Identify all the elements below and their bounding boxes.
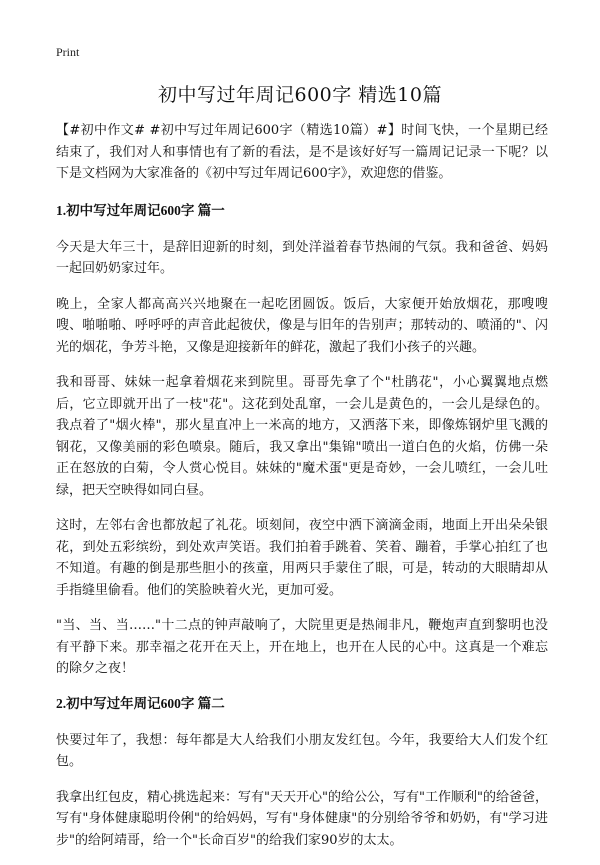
- paragraph: "当、当、当……"十二点的钟声敲响了，大院里更是热闹非凡，鞭炮声直到黎明也没有平静下来。那幸福之花开在天上，开在地上，也开在人民的心中。这真是一个难忘的除夕之夜！: [56, 618, 548, 676]
- paragraph: 晚上，全家人都高高兴兴地聚在一起吃团圆饭。饭后，大家便开始放烟花，那嗖嗖嗖、啪啪啪、呼呼呼的声音此起彼伏，像是与旧年的告别声；那转动的、喷涌的"、闪光的烟花，争芳斗艳，又像是迎接新年的鲜花，激起了我们小孩子的兴趣。: [56, 296, 548, 355]
- paragraph: 我拿出红包皮，精心挑选起来：写有"天天开心"的给公公，写有"工作顺利"的给爸爸，写有"身体健康聪明伶俐"的给妈妈，写有"身体健康"的分别给爷爷和奶奶，有"学习进步"的给阿靖哥，给一个"长命百岁"的给我们家90岁的太太。: [56, 789, 548, 848]
- section-heading-2: 2.初中写过年周记600字 篇二: [56, 695, 225, 711]
- paragraph: 今天是大年三十，是辞旧迎新的时刻，到处洋溢着春节热闹的气氛。我和爸爸、妈妈一起回奶奶家过年。: [56, 239, 548, 276]
- article-body: [56, 120, 548, 865]
- paragraph: 这时，左邻右舍也都放起了礼花。顷刻间，夜空中洒下滴滴金雨，地面上开出朵朵银花，到处五彩缤纷，到处欢声笑语。我们拍着手跳着、笑着、蹦着，手掌心拍红了也不知道。有趣的倒是那些胆小的孩童，用两只手蒙住了眼，可是，转动的大眼睛却从手指缝里偷看。他们的笑脸映着火光，更加可爱。: [56, 518, 548, 598]
- paragraph: 快要过年了，我想：每年都是大人给我们小朋友发红包。今年，我要给大人们发个红包。: [56, 732, 548, 769]
- paragraph: 我和哥哥、妹妹一起拿着烟花来到院里。哥哥先拿了个"杜鹃花"，小心翼翼地点燃后，它立即就开出了一枝"花"。这花到处乱窜，一会儿是黄色的，一会儿是绿色的。我点着了"烟火棒"，那火星直冲上一米高的地方，又洒落下来，即像炼钢炉里飞溅的钢花，又像美丽的彩色喷泉。随后，我又拿出"集锦"喷出一道白色的火焰，仿佛一朵正在怒放的白菊，令人赏心悦目。妹妹的"魔术蛋"更是奇妙，一会儿喷红，一会儿吐绿，把天空映得如同白昼。: [56, 375, 548, 498]
- section-heading-1: 1.初中写过年周记600字 篇一: [56, 202, 225, 218]
- intro-paragraph: 【#初中作文# #初中写过年周记600字（精选10篇）#】时间飞快，一个星期已经结束了，我们对人和事情也有了新的看法，是不是该好好写一篇周记记录一下呢？以下是文档网为大家准备的《初中写过年周记600字》，欢迎您的借鉴。: [56, 123, 548, 181]
- print-link[interactable]: Print: [56, 45, 80, 59]
- page-title: 初中写过年周记600字 精选10篇: [158, 84, 442, 106]
